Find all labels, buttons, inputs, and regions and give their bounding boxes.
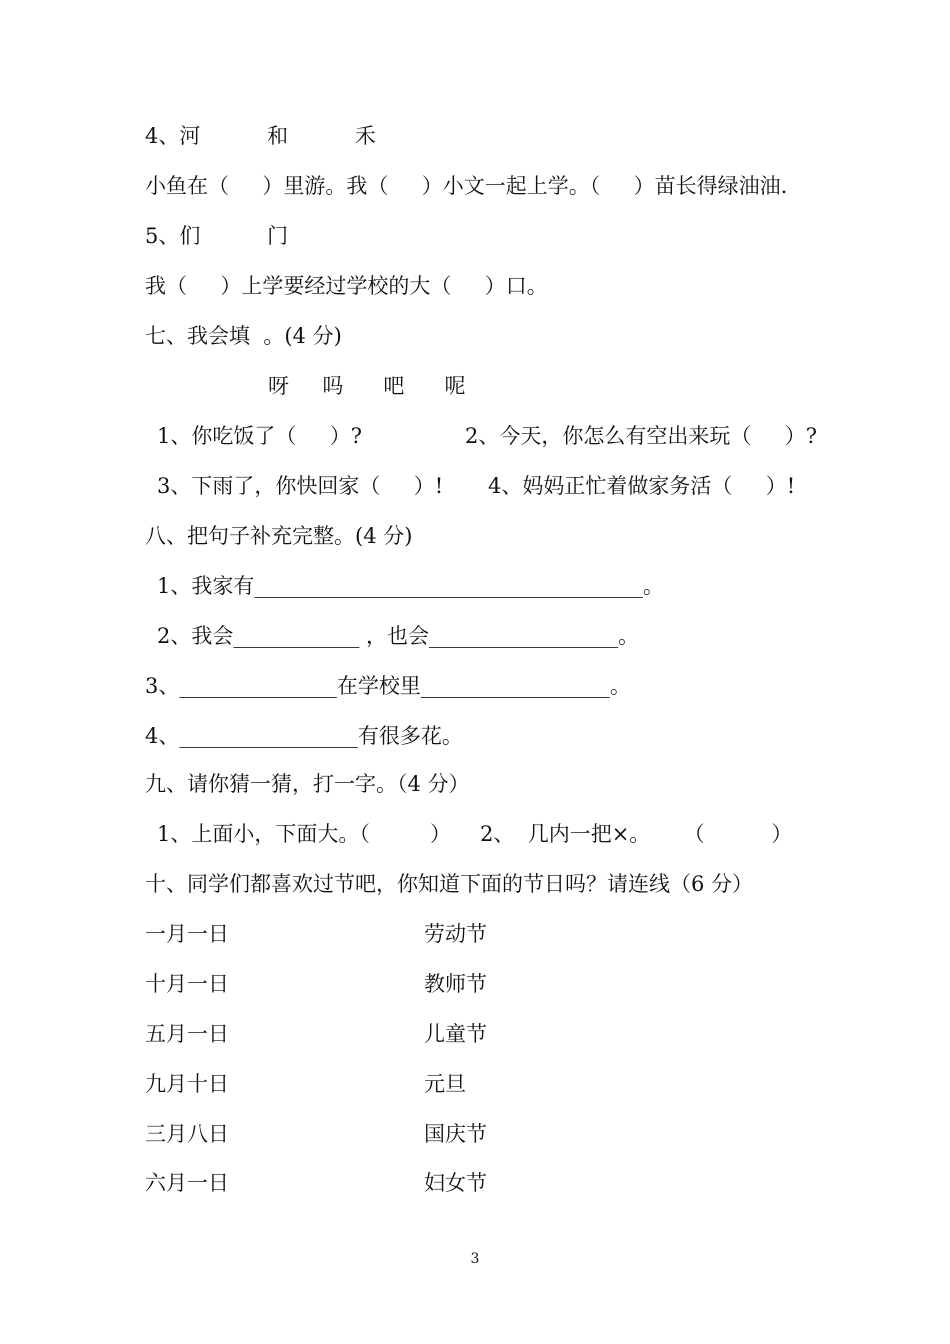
section-7-item-1: 1、你吃饭了（ ）?	[157, 424, 362, 448]
section-9-heading: 九、请你猜一猜，打一字。（4 分）	[145, 772, 470, 796]
holiday-item: 儿童节	[424, 1022, 487, 1046]
question-4-sentence: 小鱼在（ ）里游。我（ ）小文一起上学。（ ）苗长得绿油油.	[145, 174, 788, 198]
section-7-word-bank: 呀 吗 吧 呢	[268, 374, 466, 398]
section-9-riddle-2: 2、 几内一把×。 （ ）	[480, 822, 793, 846]
holiday-item: 妇女节	[424, 1171, 487, 1195]
question-4-options: 4、河 和 禾	[145, 124, 376, 148]
page-number: 3	[470, 1251, 480, 1267]
question-5-sentence: 我（ ）上学要经过学校的大（ ）口。	[145, 274, 548, 298]
holiday-item: 劳动节	[424, 922, 487, 946]
section-7-item-3: 3、下雨了，你快回家（ ）!	[157, 474, 444, 498]
section-7-item-4: 4、妈妈正忙着做家务活（ ）!	[488, 474, 796, 498]
holiday-item: 教师节	[424, 972, 487, 996]
section-8-item-4: 4、_________________有很多花。	[145, 724, 463, 748]
section-8-item-2: 2、我会____________ ，也会__________________。	[157, 624, 640, 648]
section-10-heading: 十、同学们都喜欢过节吧，你知道下面的节日吗？请连线（6 分）	[145, 872, 754, 896]
section-7-heading: 七、我会填 。(4 分)	[145, 324, 342, 348]
holiday-item: 元旦	[424, 1072, 466, 1096]
date-item: 一月一日	[145, 922, 229, 946]
date-item: 三月八日	[145, 1122, 229, 1146]
date-item: 五月一日	[145, 1022, 229, 1046]
holiday-item: 国庆节	[424, 1122, 487, 1146]
section-8-item-1: 1、我家有_____________________________________。	[157, 574, 664, 598]
section-8-heading: 八、把句子补充完整。(4 分)	[145, 524, 413, 548]
date-item: 十月一日	[145, 972, 229, 996]
section-9-riddle-1: 1、上面小，下面大。（ ）	[157, 822, 451, 846]
date-item: 六月一日	[145, 1171, 229, 1195]
section-8-item-3: 3、_______________在学校里__________________。	[145, 674, 631, 698]
question-5-options: 5、们 门	[145, 224, 289, 248]
date-item: 九月十日	[145, 1072, 229, 1096]
section-7-item-2: 2、今天，你怎么有空出来玩（ ）?	[465, 424, 817, 448]
